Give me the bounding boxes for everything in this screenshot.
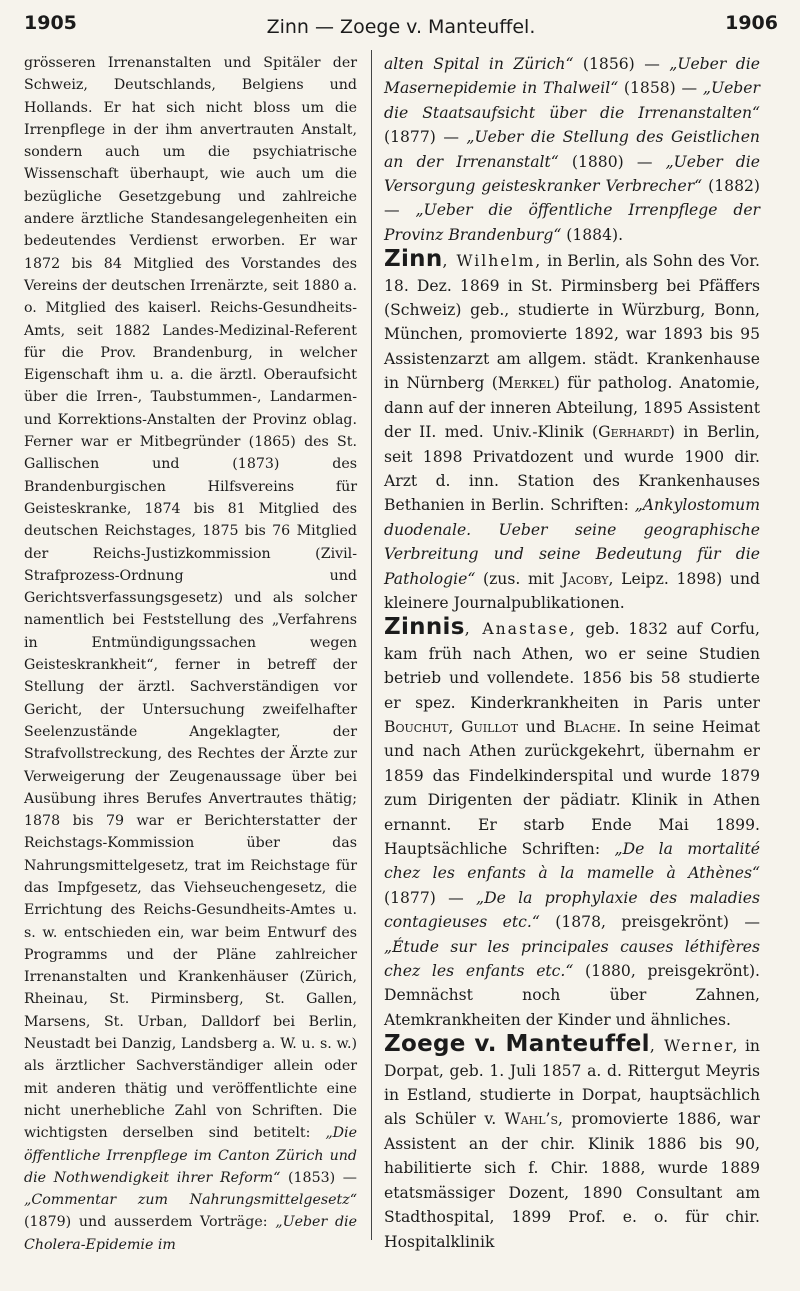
- entry-headword: Zinn: [384, 246, 443, 273]
- work-title: alten Spital in Zürich“: [384, 55, 574, 73]
- column-divider: [371, 50, 372, 1240]
- person-name: Blache: [563, 717, 617, 736]
- entry-zinnis: Zinnis, Anastase, geb. 1832 auf Corfu, kam früh nach Athen, wo er seine Studien betrieb und vollendete. 1856 bis 58 studierte er spez. Kinderkrankheiten in Paris unter Bouchut, Guillot und Blache. In seine Heimat und nach Athen zurückgekehrt, übernahm er 1859 das Findelkinderspital und wurde 1879 zum Dirigenten der pädiatr. Klinik in Athen ernannt. Er starb Ende Mai 1899. Hauptsächliche Schriften: „De la mortalité chez les enfants à la mamelle à Athènes“ (1877) — „De la prophylaxie des maladies contagieuses etc.“ (1878, preisgekrönt) — „Étude sur les principales causes léthifères chez les enfants etc.“ (1880, preisgekrönt). Demnächst noch über Zahnen, Atemkrankheiten der Kinder und ähnliches.: [384, 614, 761, 1029]
- forename: , Wilhelm,: [442, 252, 543, 271]
- entry-headword: Zoege v. Manteuffel: [384, 1031, 650, 1058]
- right-page-number: 1906: [725, 12, 778, 34]
- forename: , Werner,: [649, 1037, 740, 1056]
- work-title: „Ueber die Masernepidemie in Thalweil“: [384, 55, 760, 98]
- running-title: Zinn — Zoege v. Manteuffel.: [266, 16, 536, 38]
- page-header: [24, 12, 778, 42]
- work-title: „Ueber die Stellung des Geistlichen an der Irrenanstalt“: [384, 128, 760, 171]
- work-title: „Die öffentliche Irrenpflege im Canton Zürich und die Nothwendigkeit ihrer Reform“: [24, 1125, 357, 1186]
- person-name: Guillot: [461, 717, 519, 736]
- entry-continuation: grösseren Irrenanstalten und Spitäler der Schweiz, Deutschlands, Belgiens und Hollands. Er hat sich nicht bloss um die Irrenpflege in der ihm anvertrauten Anstalt, sondern auch um die psychiatrische Wissenschaft überhaupt, wie auch um die bezügliche Gesetzgebung und zahlreiche andere ärztliche Standesangelegenheiten ein bedeutendes Verdienst erworben. Er war 1872 bis 84 Mitglied des Vorstandes des Vereins der deutschen Irrenärzte, seit 1880 a. o. Mitglied des kaiserl. Reichs-Gesundheits-Amts, seit 1882 Landes-Medizinal-Referent für die Prov. Brandenburg, in welcher Eigenschaft ihm u. a. die ärztl. Oberaufsicht über die Irren-, Taubstummen-, Landarmen- und Korrektions-Anstalten der Provinz oblag. Ferner war er Mitbegründer (1865) des St. Gallischen und (1873) des Brandenburgischen Hilfsvereins für Geisteskranke, 1874 bis 81 Mitglied des deutschen Reichstages, 1875 bis 76 Mitglied der Reichs-Justizkommission (Zivil-Strafprozess-Ordnung und Gerichtsverfassungsgesetz) und als solcher namentlich bei Feststellung des „Verfahrens in Entmündigungssachen wegen Geisteskrankheit“, ferner in betreff der Stellung der ärztl. Sachverständigen vor Gericht, der Untersuchung zweifelhafter Seelenzustände Angeklagter, der Strafvollstreckung, des Rechtes der Ärzte zur Verweigerung der Zeugenaussage über bei Ausübung ihres Berufes Anvertrautes thätig; 1878 bis 79 war er Berichterstatter der Reichstags-Kommission über das Nahrungsmittelgesetz, trat im Reichstage für das Impfgesetz, das Viehseuchengesetz, die Errichtung des Reichs-Gesundheits-Amtes u. s. w. entschieden ein, war beim Entwurf des Programms und der Pläne zahlreicher Irrenanstalten und Krankenhäuser (Zürich, Rheinau, St. Pirminsberg, St. Gallen, Marsens, St. Urban, Dalldorf bei Berlin, Neustadt bei Danzig, Landsberg a. W. u. s. w.) als ärztlicher Sachverständiger allein oder mit anderen thätig und veröffentlichte eine nicht unerhebliche Zahl von Schriften. Die wichtigsten derselben sind betitelt: „Die öffentliche Irrenpflege im Canton Zürich und die Nothwendigkeit ihrer Reform“ (1853) — „Commentar zum Nahrungsmittelgesetz“ (1879) und ausserdem Vorträge: „Ueber die Cholera-Epidemie im: [24, 55, 357, 1253]
- forename: , Anastase,: [464, 620, 577, 639]
- left-column: [24, 52, 357, 1256]
- work-title: „De la prophylaxie des maladies contagieuses etc.“: [384, 888, 760, 932]
- entry-zinn-wilhelm: Zinn, Wilhelm, in Berlin, als Sohn des Vor. 18. Dez. 1869 in St. Pirminsberg bei Pfäffers (Schweiz) geb., studierte in Würzburg, Bonn, München, promovierte 1892, war 1893 bis 95 Assistenzarzt am allgem. städt. Krankenhause in Nürnberg (Merkel) für patholog. Anatomie, dann auf der inneren Abteilung, 1895 Assistent der II. med. Univ.-Klinik (Gerhardt) in Berlin, seit 1898 Privatdozent und wurde 1900 dir. Arzt d. inn. Station des Krankenhauses Bethanien in Berlin. Schriften: „Ankylostomum duodenale. Ueber seine geographische Verbreitung und seine Bedeutung für die Pathologie“ (zus. mit Jacoby, Leipz. 1898) und kleinere Journalpublikationen.: [384, 246, 761, 612]
- person-name: Jacoby: [561, 569, 609, 588]
- left-page-number: 1905: [24, 12, 77, 34]
- entry-zoege-v-manteuffel: Zoege v. Manteuffel, Werner, in Dorpat, geb. 1. Juli 1857 a. d. Rittergut Meyris in Estland, studierte in Dorpat, hauptsächlich als Schüler v. Wahl’s, promovierte 1886, war Assistent an der chir. Klinik 1886 bis 90, habilitierte sich f. Chir. 1888, wurde 1889 etatsmässiger Dozent, 1890 Consultant am Stadthospital, 1899 Prof. e. o. für chir. Hospitalklinik: [384, 1031, 761, 1251]
- person-name: Bouchut: [384, 717, 449, 736]
- work-title: „Ueber die Staatsaufsicht über die Irrenanstalten“: [384, 79, 760, 122]
- work-title: „De la mortalité chez les enfants à la mamelle à Athènes“: [384, 840, 761, 883]
- work-title: „Ankylostomum duodenale. Ueber seine geographische Verbreitung und seine Bedeutung für die Pathologie“: [384, 496, 760, 588]
- work-title: „Étude sur les principales causes léthifères chez les enfants etc.“: [384, 937, 760, 981]
- right-column: [384, 52, 760, 1254]
- work-title: „Ueber die öffentliche Irrenpflege der Provinz Brandenburg“: [384, 201, 760, 244]
- entry-headword: Zinnis: [384, 614, 465, 641]
- person-name: Merkel: [497, 374, 554, 393]
- entry-continuation: alten Spital in Zürich“ (1856) — „Ueber die Masernepidemie in Thalweil“ (1858) — „Ueber die Staatsaufsicht über die Irrenanstalten“ (1877) — „Ueber die Stellung des Geistlichen an der Irrenanstalt“ (1880) — „Ueber die Versorgung geisteskranker Verbrecher“ (1882) — „Ueber die öffentliche Irrenpflege der Provinz Brandenburg“ (1884).: [384, 55, 760, 244]
- work-title: „Ueber die Cholera-Epidemie im: [24, 1214, 357, 1253]
- person-name: Gerhardt: [598, 423, 669, 442]
- work-title: „Ueber die Versorgung geisteskranker Verbrecher“: [384, 152, 760, 196]
- person-name: Wahl’s: [504, 1110, 559, 1129]
- work-title: „Commentar zum Nahrungsmittelgesetz“: [24, 1192, 357, 1209]
